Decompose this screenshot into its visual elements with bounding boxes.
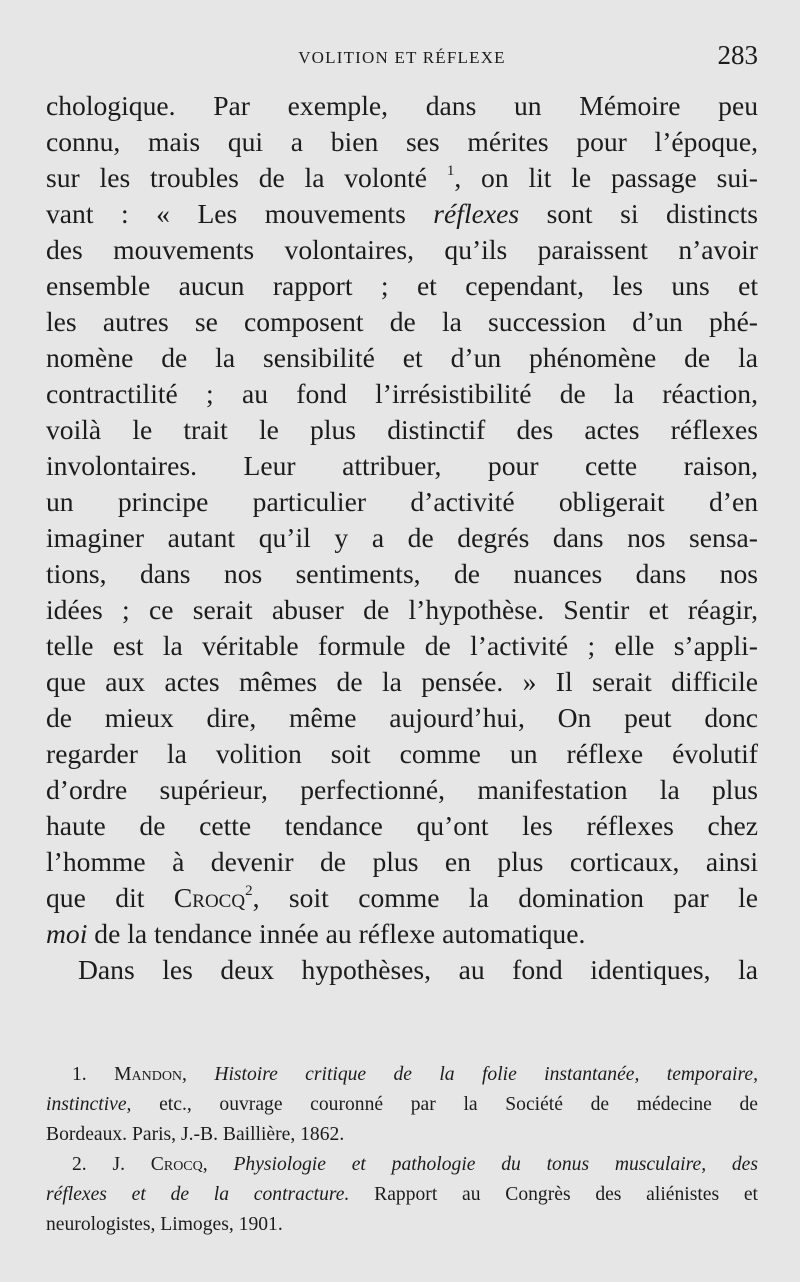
footnotes	[46, 1060, 758, 1240]
footnote-text: Rapport au Congrès des aliénistes et	[349, 1184, 758, 1205]
text-line: d’ordre supérieur, perfectionné, manifestation la plus	[46, 774, 758, 805]
text-line: haute de cette tendance qu’ont les réflexes chez	[46, 810, 758, 841]
footnote-line	[46, 1180, 758, 1210]
text-run: sont si distincts	[519, 198, 758, 229]
text-line: involontaires. Leur attribuer, pour cette raison,	[46, 450, 758, 481]
text-run: que dit	[46, 882, 174, 913]
text-line: l’homme à devenir de plus en plus corticaux, ainsi	[46, 846, 758, 877]
text-line: telle est la véritable formule de l’activité ; elle s’appli-	[46, 630, 758, 661]
footnote-line: Bordeaux. Paris, J.-B. Baillière, 1862.	[46, 1124, 345, 1145]
text-line: que aux actes mêmes de la pensée. » Il serait difficile	[46, 666, 758, 697]
page-header	[46, 40, 758, 76]
text-line	[46, 916, 758, 952]
text-line: regarder la volition soit comme un réflexe évolutif	[46, 738, 758, 769]
text-line: tions, dans nos sentiments, de nuances dans nos	[46, 558, 758, 589]
footnote-author: Crocq	[150, 1154, 203, 1175]
text-line: ensemble aucun rapport ; et cependant, les uns et	[46, 270, 758, 301]
page-number: 283	[717, 40, 758, 70]
footnote-2: 2. J. Crocq, Physiologie et pathologie du tonus musculaire, des	[72, 1154, 758, 1175]
footnote-text: , etc., ouvrage couronné par la Société de médecine de	[126, 1094, 758, 1115]
italic-term: moi	[46, 918, 88, 949]
text-run: , on lit le passage sui-	[454, 162, 758, 193]
text-line: connu, mais qui a bien ses mérites pour l’époque,	[46, 126, 758, 157]
main-text	[46, 88, 758, 988]
text-line: Dans les deux hypothèses, au fond identiques, la	[78, 954, 758, 985]
footnote-author: Mandon	[114, 1064, 183, 1085]
text-run: de la tendance innée au réflexe automatique.	[87, 918, 586, 949]
footnote-number: 1.	[72, 1064, 115, 1085]
author-name: Crocq	[173, 882, 246, 913]
text-line: idées ; ce serait abuser de l’hypothèse. Sentir et réagir,	[46, 594, 758, 625]
text-line	[46, 160, 758, 196]
text-line: les autres se composent de la succession d’un phé-	[46, 306, 758, 337]
running-title: VOLITION ET RÉFLEXE	[298, 48, 506, 67]
text-line: contractilité ; au fond l’irrésistibilité de la réaction,	[46, 378, 758, 409]
text-line: un principe particulier d’activité obligerait d’en	[46, 486, 758, 517]
italic-term: réflexes	[433, 198, 520, 229]
footnote-number: 2. J.	[72, 1154, 151, 1175]
text-line: des mouvements volontaires, qu’ils paraissent n’avoir	[46, 234, 758, 265]
text-line: imaginer autant qu’il y a de degrés dans nos sensa-	[46, 522, 758, 553]
footnote-1: 1. Mandon, Histoire critique de la folie instantanée, temporaire,	[72, 1064, 758, 1085]
footnote-line	[46, 1090, 758, 1120]
text-line	[46, 880, 758, 916]
text-run: sur les troubles de la volonté	[46, 162, 447, 193]
footnote-title: instinctive	[46, 1094, 127, 1115]
text-run: , soit comme la domination par le	[252, 882, 758, 913]
text-run: vant : « Les mouvements	[46, 198, 434, 229]
footnote-title: réflexes et de la contracture.	[46, 1184, 350, 1205]
footnote-title: Histoire critique de la folie instantanée, temporaire,	[214, 1064, 758, 1085]
text-line: chologique. Par exemple, dans un Mémoire peu	[46, 90, 758, 121]
footnote-title: Physiologie et pathologie du tonus musculaire, des	[233, 1154, 758, 1175]
text-line: voilà le trait le plus distinctif des actes réflexes	[46, 414, 758, 445]
text-line	[46, 196, 758, 232]
footnote-ref-1: 1	[446, 163, 455, 179]
footnote-line: neurologistes, Limoges, 1901.	[46, 1214, 283, 1235]
text-line: nomène de la sensibilité et d’un phénomène de la	[46, 342, 758, 373]
text-line: de mieux dire, même aujourd’hui, On peut donc	[46, 702, 758, 733]
footnote-ref-2: 2	[245, 883, 253, 899]
